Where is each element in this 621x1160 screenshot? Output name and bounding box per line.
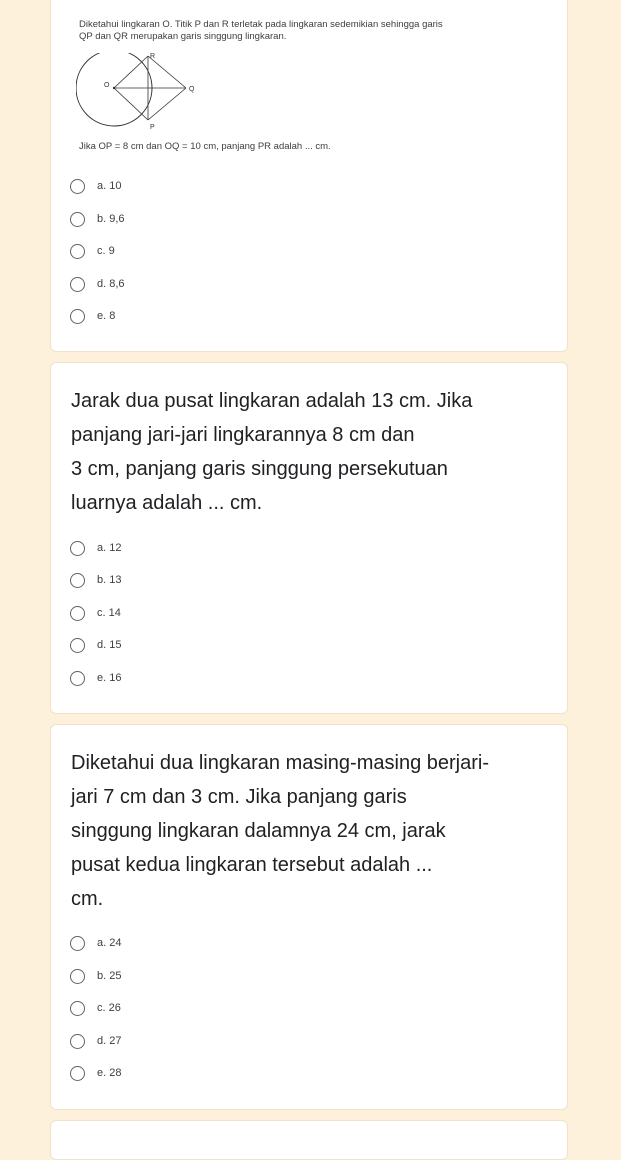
circle-o (76, 53, 152, 126)
question-2-line-1: Jarak dua pusat lingkaran adalah 13 cm. Jika (71, 390, 473, 412)
question-2-line-3: 3 cm, panjang garis singgung persekutuan (71, 458, 448, 480)
option-q2-c[interactable] (70, 604, 121, 622)
question-card-4 (50, 1120, 568, 1160)
question-1-line-2: QP dan QR merupakan garis singgung lingkaran. (79, 31, 287, 42)
radio-icon[interactable] (70, 671, 85, 686)
radio-icon[interactable] (70, 1034, 85, 1049)
option-label: d. 27 (97, 1035, 122, 1047)
label-r: R (150, 53, 156, 60)
option-q1-e[interactable] (70, 307, 115, 325)
radio-icon[interactable] (70, 573, 85, 588)
option-q3-a[interactable] (70, 934, 121, 952)
radio-icon[interactable] (70, 638, 85, 653)
question-3-line-2: jari 7 cm dan 3 cm. Jika panjang garis (71, 786, 407, 808)
option-label: a. 24 (97, 937, 122, 949)
question-3-text (71, 746, 556, 916)
option-q2-b[interactable] (70, 571, 121, 589)
radio-icon[interactable] (70, 277, 85, 292)
option-q1-d[interactable] (70, 275, 125, 293)
option-q3-e[interactable] (70, 1064, 121, 1082)
radio-icon[interactable] (70, 244, 85, 259)
radio-icon[interactable] (70, 1001, 85, 1016)
option-label: b. 25 (97, 970, 122, 982)
option-q1-a[interactable] (70, 177, 121, 195)
question-1-line-1: Diketahui lingkaran O. Titik P dan R terletak pada lingkaran sedemikian sehingga garis (79, 19, 443, 30)
question-2-text (71, 384, 556, 520)
option-label: e. 16 (97, 672, 122, 684)
label-o: O (104, 82, 110, 89)
question-card-3 (50, 724, 568, 1110)
option-q3-d[interactable] (70, 1032, 121, 1050)
radio-icon[interactable] (70, 1066, 85, 1081)
question-card-2 (50, 362, 568, 714)
radio-icon[interactable] (70, 606, 85, 621)
option-label: a. 10 (97, 180, 122, 192)
question-1-text (79, 19, 549, 43)
option-q1-b[interactable] (70, 210, 125, 228)
question-3-line-5: cm. (71, 888, 104, 910)
option-q2-d[interactable] (70, 636, 121, 654)
question-3-line-1: Diketahui dua lingkaran masing-masing berjari- (71, 752, 489, 774)
option-label: e. 8 (97, 310, 116, 322)
option-q2-e[interactable] (70, 669, 121, 687)
option-label: d. 15 (97, 639, 122, 651)
option-label: b. 13 (97, 574, 122, 586)
option-q1-c[interactable] (70, 242, 115, 260)
radio-icon[interactable] (70, 212, 85, 227)
question-2-line-2: panjang jari-jari lingkarannya 8 cm dan (71, 424, 415, 446)
option-label: c. 26 (97, 1002, 121, 1014)
option-label: c. 14 (97, 607, 121, 619)
option-label: b. 9,6 (97, 213, 125, 225)
radio-icon[interactable] (70, 179, 85, 194)
question-3-line-3: singgung lingkaran dalamnya 24 cm, jarak (71, 820, 446, 842)
option-label: e. 28 (97, 1067, 122, 1079)
circle-tangent-diagram (76, 53, 206, 133)
option-label: c. 9 (97, 245, 115, 257)
option-q2-a[interactable] (70, 539, 121, 557)
radio-icon[interactable] (70, 541, 85, 556)
question-2-line-4: luarnya adalah ... cm. (71, 492, 263, 514)
radio-icon[interactable] (70, 309, 85, 324)
question-card-1 (50, 0, 568, 352)
question-3-line-4: pusat kedua lingkaran tersebut adalah ... (71, 854, 433, 876)
option-label: a. 12 (97, 542, 122, 554)
radio-icon[interactable] (70, 936, 85, 951)
option-q3-b[interactable] (70, 967, 121, 985)
option-label: d. 8,6 (97, 278, 125, 290)
option-q3-c[interactable] (70, 999, 121, 1017)
question-1-given: Jika OP = 8 cm dan OQ = 10 cm, panjang PR adalah ... cm. (79, 141, 331, 152)
label-p: P (150, 124, 155, 131)
radio-icon[interactable] (70, 969, 85, 984)
label-q: Q (189, 86, 195, 93)
